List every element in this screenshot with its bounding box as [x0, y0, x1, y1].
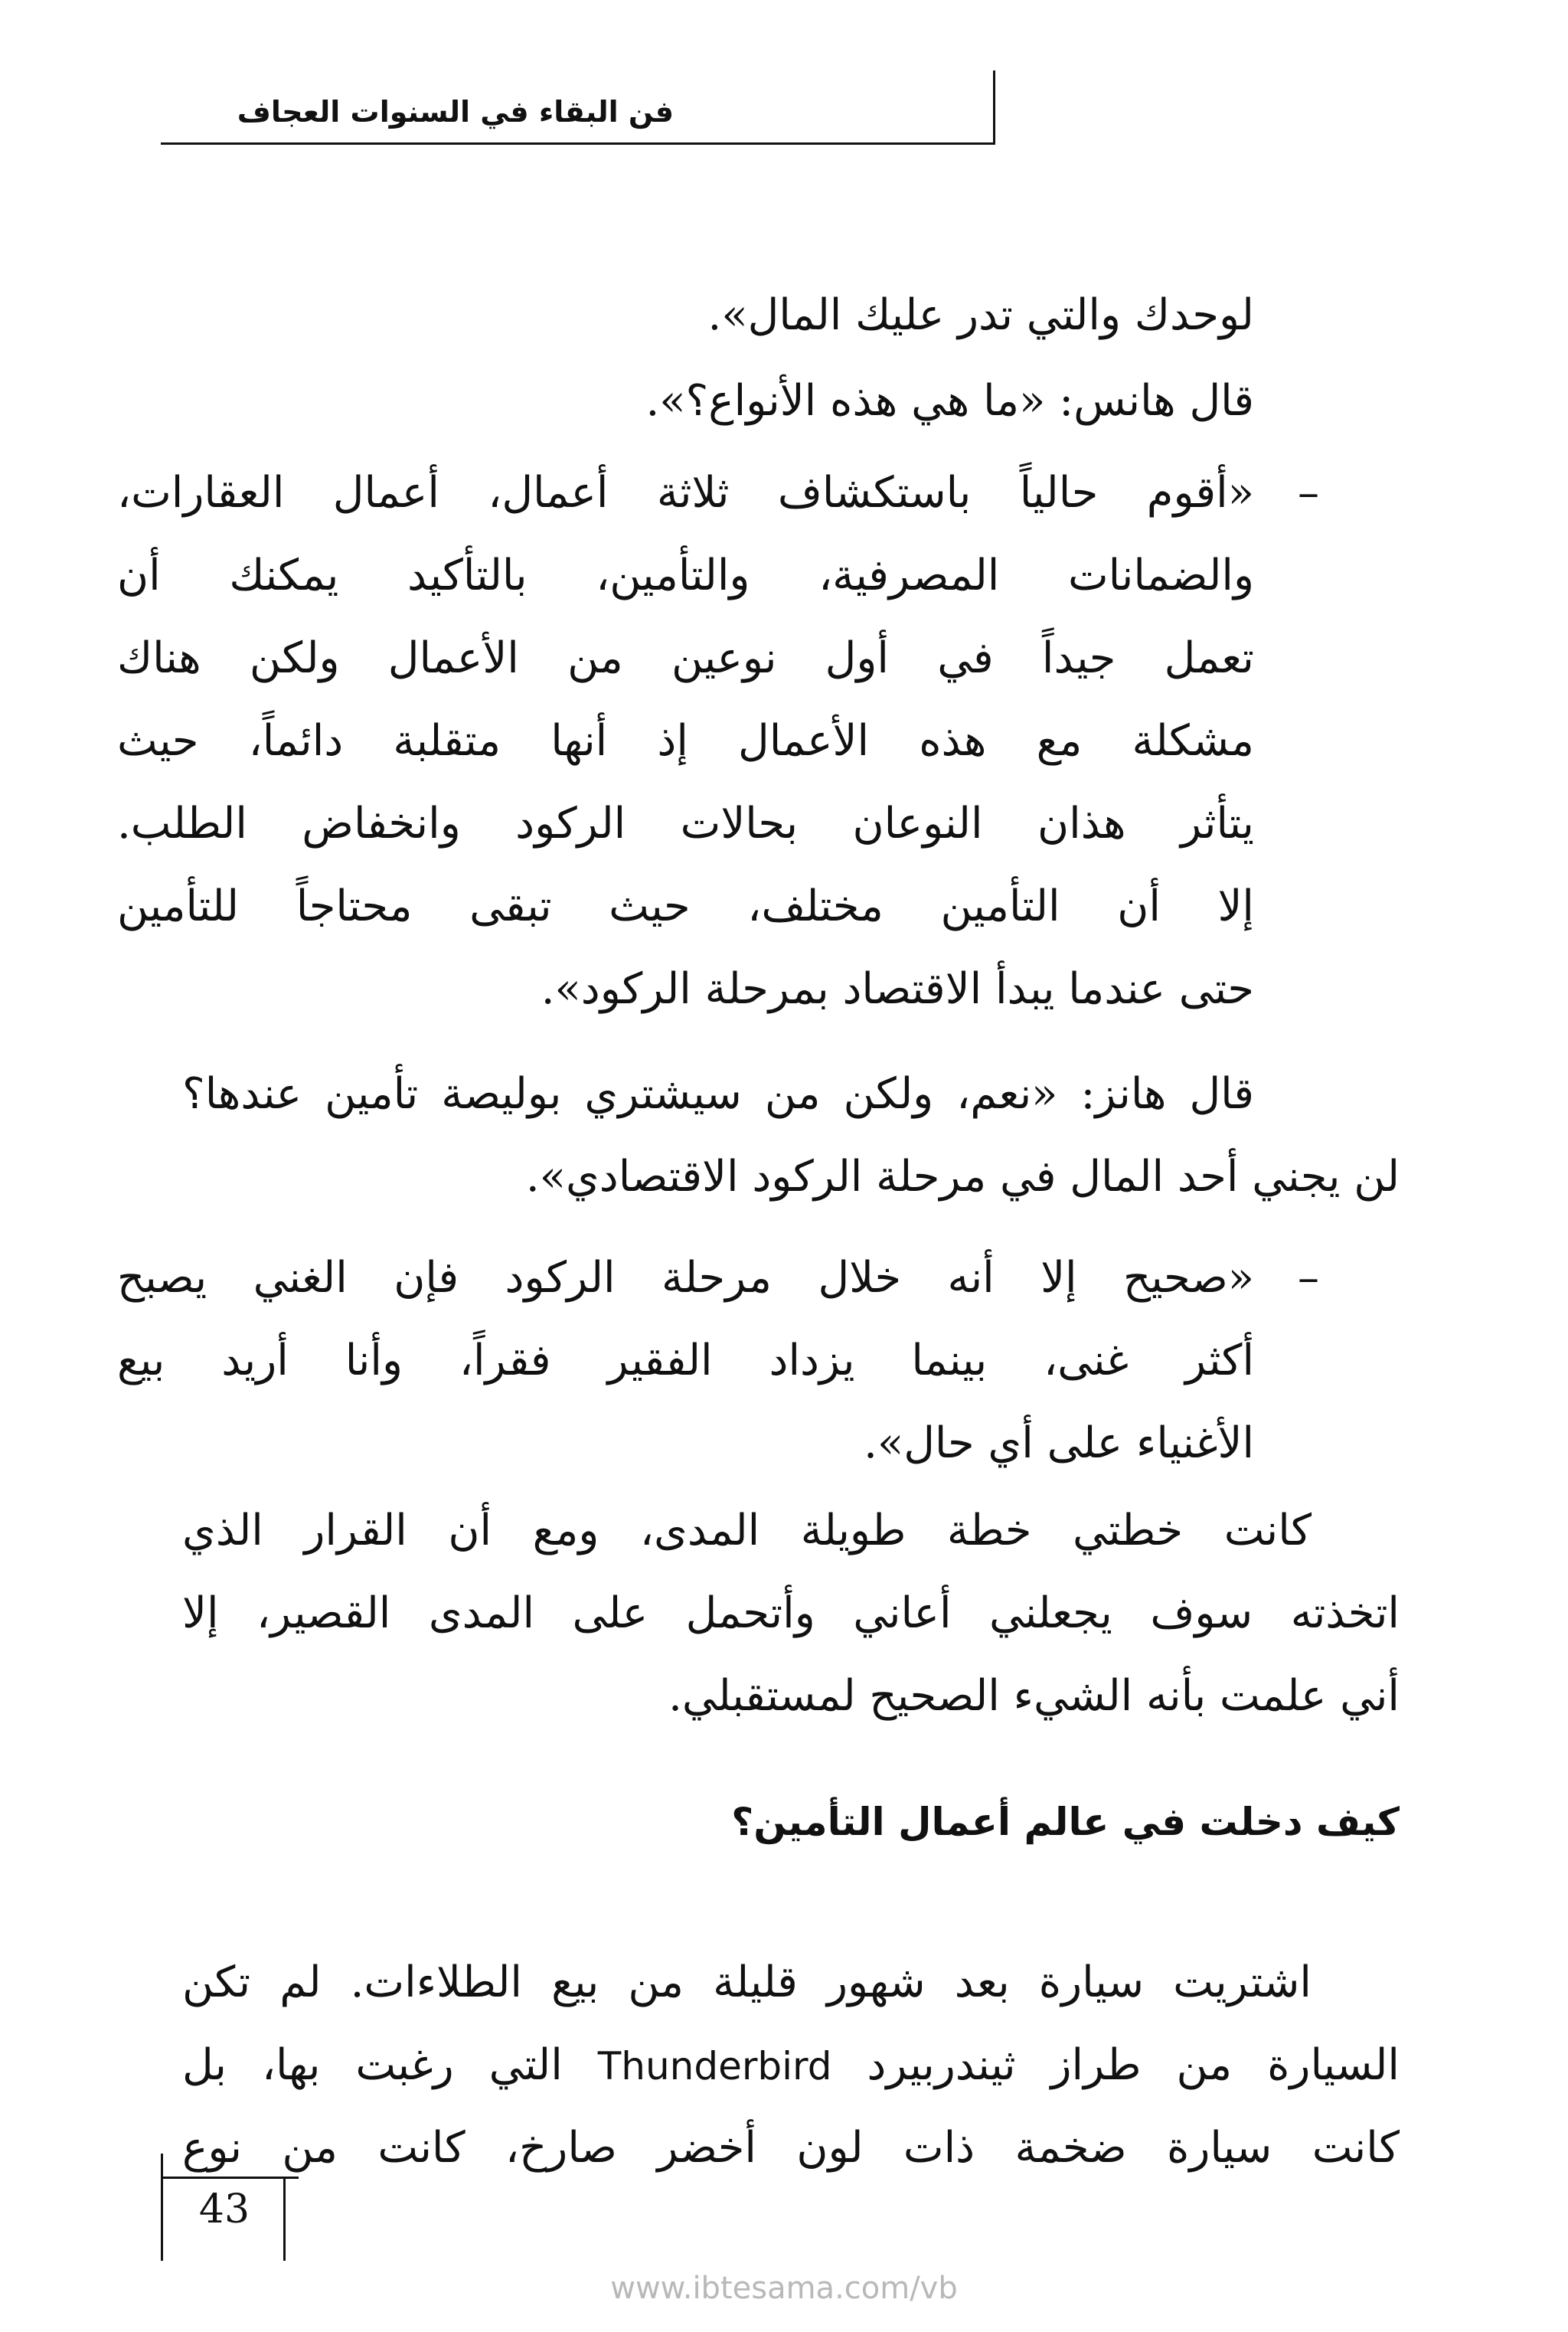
paragraph-hans-objection [182, 1053, 1400, 1218]
paragraph-car-purchase [182, 1941, 1400, 2190]
text-line: حتى عندما يبدأ الاقتصاد بمرحلة الركود». [541, 964, 1254, 1014]
car-model-name: Thunderbird [597, 2044, 832, 2088]
text-line: اتخذته سوف يجعلني أعاني وأتحمل على المدى القصير، إلا [182, 1588, 1400, 1638]
text-line: كانت سيارة ضخمة ذات لون أخضر صارخ، كانت من نوع [182, 2123, 1400, 2173]
text-line: مشكلة مع هذه الأعمال إذ أنها متقلبة دائماً، حيث [117, 716, 1254, 766]
running-header [161, 86, 995, 147]
footer-vertical-rule [161, 2154, 163, 2261]
text-line: إلا أن التأمين مختلف، حيث تبقى محتاجاً للتأمين [117, 881, 1254, 931]
text-line: لن يجني أحد المال في مرحلة الركود الاقتصادي». [525, 1152, 1400, 1202]
text-line-with-latin [182, 2024, 1400, 2107]
text-line: أكثر غنى، بينما يزداد الفقير فقراً، وأنا أريد بيع [117, 1336, 1254, 1385]
paragraph-long-term-plan [182, 1490, 1400, 1738]
text-line: والضمانات المصرفية، والتأمين، بالتأكيد يمكنك أن [117, 551, 1254, 600]
header-vertical-rule [993, 70, 995, 145]
text-segment: التي رغبت بها، بل [182, 2040, 563, 2090]
text-line: قال هانس: «ما هي هذه الأنواع؟». [645, 376, 1254, 426]
page-number: 43 [198, 2186, 250, 2232]
header-rule [161, 142, 995, 145]
paragraph-continuation [708, 274, 1254, 357]
text-line: تعمل جيداً في أول نوعين من الأعمال ولكن هناك [117, 633, 1254, 683]
paragraph-hans-question [645, 360, 1254, 443]
dialogue-dash: – [1298, 468, 1319, 518]
paragraph-reply-2 [117, 1237, 1254, 1485]
dialogue-dash: – [1298, 1253, 1319, 1303]
text-line: كانت خطتي خطة طويلة المدى، ومع أن القرار الذي [182, 1506, 1312, 1555]
text-line: لوحدك والتي تدر عليك المال». [707, 290, 1254, 340]
section-heading: كيف دخلت في عالم أعمال التأمين؟ [731, 1800, 1400, 1844]
text-line: أني علمت بأنه الشيء الصحيح لمستقبلي. [668, 1671, 1400, 1721]
running-header-title: فن البقاء في السنوات العجاف [237, 95, 674, 129]
text-line: «صحيح إلا أنه خلال مرحلة الركود فإن الغني يصبح [117, 1253, 1254, 1303]
footer-vertical-rule [283, 2177, 286, 2261]
text-segment: السيارة من طراز ثيندربيرد [867, 2040, 1400, 2090]
text-line: قال هانز: «نعم، ولكن من سيشتري بوليصة تأمين عندها؟ [182, 1069, 1254, 1119]
text-line: اشتريت سيارة بعد شهور قليلة من بيع الطلاءات. لم تكن [182, 1958, 1312, 2007]
paragraph-reply-1 [117, 452, 1254, 1031]
footer-horizontal-rule [161, 2177, 299, 2179]
text-line: الأغنياء على أي حال». [864, 1418, 1254, 1468]
text-line: «أقوم حالياً باستكشاف ثلاثة أعمال، أعمال العقارات، [117, 468, 1254, 518]
watermark-link[interactable]: www.ibtesama.com/vb [610, 2271, 958, 2306]
text-line: يتأثر هذان النوعان بحالات الركود وانخفاض الطلب. [117, 799, 1254, 849]
